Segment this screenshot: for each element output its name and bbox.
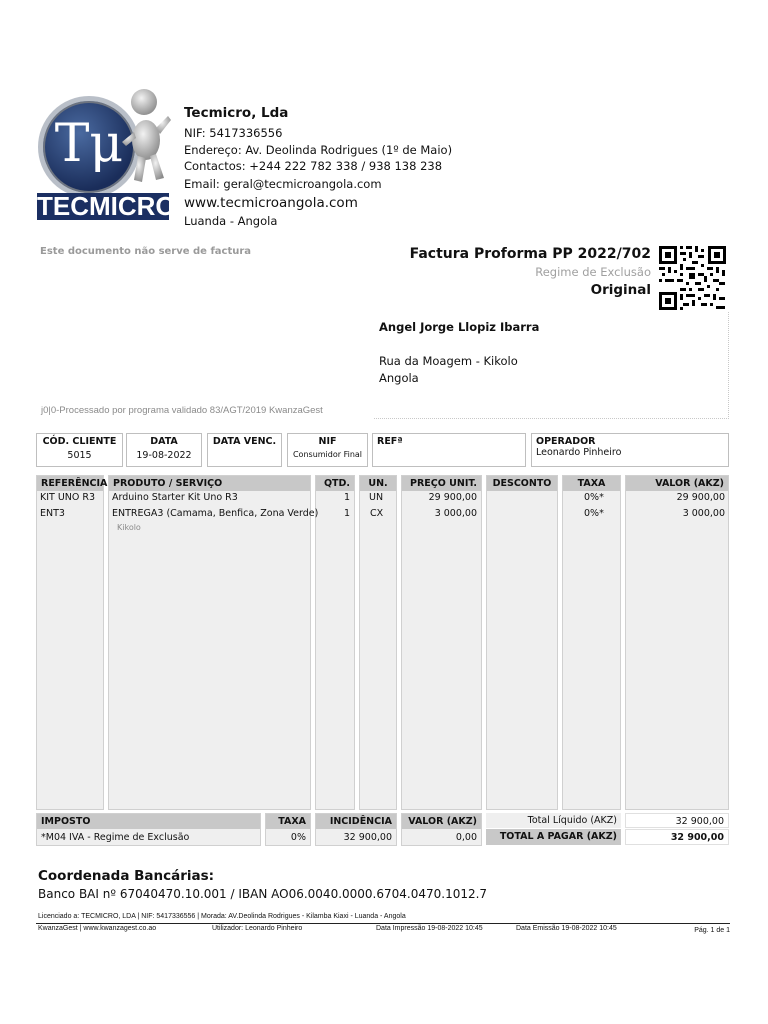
row1-preco: 29 900,00 [428, 492, 477, 503]
col-desconto [486, 475, 558, 810]
row2-preco: 3 000,00 [434, 508, 477, 519]
operador-value: Leonardo Pinheiro [536, 447, 622, 458]
row2-ref: ENT3 [40, 508, 65, 519]
operador-box [531, 433, 729, 467]
col-qtd [315, 475, 355, 810]
cod-cliente-value: 5015 [67, 450, 92, 461]
footer-print-date: Data Impressão 19-08-2022 10:45 [376, 925, 483, 932]
tax-taxa-value: 0% [290, 832, 306, 843]
col-taxa-header: TAXA [563, 476, 620, 491]
data-venc-box [207, 433, 282, 467]
company-name: Tecmicro, Lda [184, 105, 289, 121]
tax-valor-label: VALOR (AKZ) [402, 814, 481, 829]
tax-imposto-box [36, 813, 261, 846]
row2-produto: ENTREGA3 (Camama, Benfica, Zona Verde) [112, 508, 319, 519]
tax-imposto-value: *M04 IVA - Regime de Exclusão [41, 832, 190, 843]
col-qtd-header: QTD. [316, 476, 354, 491]
client-country: Angola [379, 371, 419, 385]
company-website: www.tecmicroangola.com [184, 195, 358, 211]
row2-qtd: 1 [343, 508, 350, 519]
col-referencia-header: REFERÊNCIA [37, 476, 103, 491]
client-street: Rua da Moagem - Kikolo [379, 354, 518, 368]
cod-cliente-box [36, 433, 123, 467]
total-pagar-value: 32 900,00 [625, 829, 729, 845]
tax-taxa-label: TAXA [266, 814, 310, 829]
company-contacts: Contactos: +244 222 782 338 / 938 138 238 [184, 159, 443, 173]
nif-box [287, 433, 368, 467]
data-venc-label: DATA VENC. [212, 436, 277, 447]
col-taxa [562, 475, 621, 810]
footer-user: Utilizador: Leonardo Pinheiro [212, 925, 303, 932]
logo-mascot-icon [120, 88, 172, 186]
row1-un: UN [369, 492, 384, 503]
tax-incidencia-box [315, 813, 397, 846]
data-value: 19-08-2022 [136, 450, 192, 461]
client-name: Angel Jorge Llopiz Ibarra [379, 320, 540, 334]
footer-emission-date: Data Emissão 19-08-2022 10:45 [516, 925, 617, 932]
bank-title: Coordenada Bancárias: [38, 868, 215, 884]
tax-imposto-label: IMPOSTO [37, 814, 260, 829]
nif-value: Consumidor Final [292, 450, 363, 459]
col-valor-header: VALOR (AKZ) [626, 476, 728, 491]
footer-software: KwanzaGest | www.kwanzagest.co.ao [38, 925, 157, 932]
row1-ref: KIT UNO R3 [40, 492, 96, 503]
document-copy: Original [590, 282, 651, 298]
col-preco-header: PREÇO UNIT. [402, 476, 481, 491]
row1-valor: 29 900,00 [676, 492, 725, 503]
row2-valor: 3 000,00 [682, 508, 725, 519]
total-pagar-label: TOTAL A PAGAR (AKZ) [486, 829, 621, 845]
footer-page: Pág. 1 de 1 [694, 927, 730, 934]
document-notice: Este documento não serve de factura [40, 246, 252, 257]
cod-cliente-label: CÓD. CLIENTE [42, 436, 117, 447]
document-title: Factura Proforma PP 2022/702 [409, 246, 651, 262]
nif-label: NIF [318, 436, 337, 447]
row2-taxa: 0%* [584, 508, 604, 519]
row2-un: CX [370, 508, 384, 519]
data-box [126, 433, 202, 467]
col-preco [401, 475, 482, 810]
row1-qtd: 1 [343, 492, 350, 503]
logo-wordmark: TECMICRO [37, 191, 176, 221]
col-un [359, 475, 397, 810]
operador-label: OPERADOR [536, 436, 596, 447]
row1-produto: Arduino Starter Kit Uno R3 [112, 492, 238, 503]
footer-licensed: Licenciado a: TECMICRO, LDA | NIF: 5417336556 | Morada: AV.Deolinda Rodrigues - Kilamba Kiaxi - Luanda - Angola [38, 913, 406, 920]
total-liquido-value: 32 900,00 [625, 813, 729, 828]
col-un-header: UN. [360, 476, 396, 491]
tax-incidencia-label: INCIDÊNCIA [316, 814, 396, 829]
tax-taxa-box [265, 813, 311, 846]
ref-box [372, 433, 526, 467]
bank-details: Banco BAI nº 67040470.10.001 / IBAN AO06.0040.0000.6704.0470.1012.7 [38, 887, 488, 901]
company-city: Luanda - Angola [184, 214, 278, 228]
footer-divider [36, 923, 730, 924]
data-label: DATA [150, 436, 178, 447]
col-referencia [36, 475, 108, 810]
col-desconto-header: DESCONTO [487, 476, 557, 491]
tax-valor-box [401, 813, 482, 846]
qr-code-icon [659, 246, 726, 310]
tax-valor-value: 0,00 [455, 832, 477, 843]
col-produto-header: PRODUTO / SERVIÇO [109, 476, 310, 491]
row2-note: Kikolo [117, 523, 141, 532]
row1-taxa: 0%* [584, 492, 604, 503]
tax-incidencia-value: 32 900,00 [343, 832, 392, 843]
logo-letter: Tμ [54, 114, 124, 174]
company-nif: NIF: 5417336556 [184, 126, 283, 140]
total-liquido-label: Total Líquido (AKZ) [486, 813, 621, 828]
document-regime: Regime de Exclusão [535, 265, 651, 279]
company-email: Email: geral@tecmicroangola.com [184, 177, 382, 191]
col-valor [625, 475, 729, 810]
company-address: Endereço: Av. Deolinda Rodrigues (1º de Maio) [184, 143, 453, 157]
processed-note: j0|0-Processado por programa validado 83/AGT/2019 KwanzaGest [41, 405, 323, 416]
ref-label: REFª [377, 436, 403, 447]
